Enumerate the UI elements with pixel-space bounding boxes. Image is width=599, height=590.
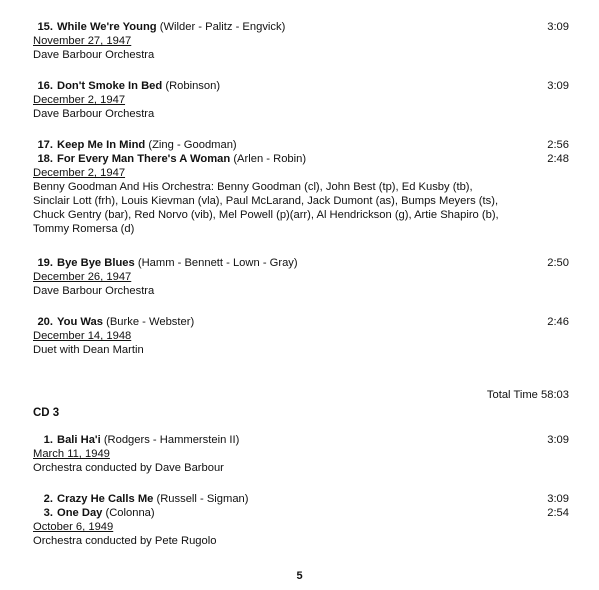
track-composers: (Colonna) xyxy=(105,507,155,519)
track-composers: (Robinson) xyxy=(165,80,221,92)
track-row xyxy=(33,506,569,520)
track-row xyxy=(33,315,569,329)
track-time: 3:09 xyxy=(547,434,569,446)
track-number: 2. xyxy=(43,493,53,505)
track-number: 20. xyxy=(37,316,53,328)
session-date: December 2, 1947 xyxy=(33,167,126,179)
track-number: 17. xyxy=(37,139,53,151)
track-title: Keep Me In Mind xyxy=(57,139,146,151)
track-time: 2:50 xyxy=(547,257,569,269)
session-note: Dave Barbour Orchestra xyxy=(33,108,155,120)
track-time: 3:09 xyxy=(547,80,569,92)
track-time: 3:09 xyxy=(547,493,569,505)
track-composers: (Rodgers - Hammerstein II) xyxy=(103,434,240,446)
track-row xyxy=(33,152,569,166)
session-date: March 11, 1949 xyxy=(33,448,110,460)
track-title: Bye Bye Blues xyxy=(57,257,135,269)
track-time: 2:48 xyxy=(547,153,569,165)
personnel-line: Sinclair Lott (frh), Louis Kievman (vla), Paul McLarand, Jack Dumont (as), Bumps Meyers (ts), xyxy=(33,195,499,207)
session-date: October 6, 1949 xyxy=(33,521,114,533)
track-number: 18. xyxy=(37,153,53,165)
track-title: You Was xyxy=(57,316,103,328)
track-row xyxy=(33,138,569,152)
track-title: While We're Young xyxy=(57,21,157,33)
session-note: Orchestra conducted by Dave Barbour xyxy=(33,462,224,474)
track-number: 19. xyxy=(37,257,53,269)
track-title: For Every Man There's A Woman xyxy=(57,153,231,165)
track-row xyxy=(33,79,569,93)
personnel-line: Benny Goodman And His Orchestra: Benny Goodman (cl), John Best (tp), Ed Kusby (tb), xyxy=(33,181,473,193)
session-note: Dave Barbour Orchestra xyxy=(33,49,155,61)
personnel-line: Tommy Romersa (d) xyxy=(33,223,135,235)
track-composers: (Russell - Sigman) xyxy=(156,493,249,505)
personnel-line: Chuck Gentry (bar), Red Norvo (vib), Mel Powell (p)(arr), Al Hendrickson (g), Artie Shapiro (b), xyxy=(33,209,499,221)
session-block xyxy=(33,138,569,236)
track-title: Bali Ha'i xyxy=(57,434,101,446)
track-number: 3. xyxy=(43,507,53,519)
session-date: December 26, 1947 xyxy=(33,271,132,283)
track-composers: (Zing - Goodman) xyxy=(148,139,237,151)
track-number: 1. xyxy=(43,434,53,446)
track-time: 2:46 xyxy=(547,316,569,328)
session-note: Orchestra conducted by Pete Rugolo xyxy=(33,535,217,547)
session-note: Dave Barbour Orchestra xyxy=(33,285,155,297)
track-title: Don't Smoke In Bed xyxy=(57,80,163,92)
session-block xyxy=(33,433,569,475)
session-block xyxy=(33,315,569,357)
track-time: 3:09 xyxy=(547,21,569,33)
track-composers: (Hamm - Bennett - Lown - Gray) xyxy=(137,257,298,269)
track-title: One Day xyxy=(57,507,103,519)
track-composers: (Burke - Webster) xyxy=(106,316,195,328)
track-row xyxy=(33,256,569,270)
session-date: December 14, 1948 xyxy=(33,330,132,342)
track-row xyxy=(33,433,569,447)
track-number: 15. xyxy=(37,21,53,33)
session-block xyxy=(33,20,569,62)
session-block xyxy=(33,256,569,298)
track-row xyxy=(33,20,569,34)
page-number: 5 xyxy=(296,570,303,582)
track-time: 2:54 xyxy=(547,507,569,519)
total-time: Total Time 58:03 xyxy=(486,389,569,401)
track-row xyxy=(33,492,569,506)
session-block xyxy=(33,79,569,121)
session-note: Duet with Dean Martin xyxy=(33,344,144,356)
session-date: November 27, 1947 xyxy=(33,35,132,47)
track-composers: (Arlen - Robin) xyxy=(233,153,307,165)
track-time: 2:56 xyxy=(547,139,569,151)
cd-heading: CD 3 xyxy=(33,407,60,419)
track-title: Crazy He Calls Me xyxy=(57,493,154,505)
session-date: December 2, 1947 xyxy=(33,94,126,106)
session-block xyxy=(33,492,569,548)
track-composers: (Wilder - Palitz - Engvick) xyxy=(159,21,286,33)
track-number: 16. xyxy=(37,80,53,92)
